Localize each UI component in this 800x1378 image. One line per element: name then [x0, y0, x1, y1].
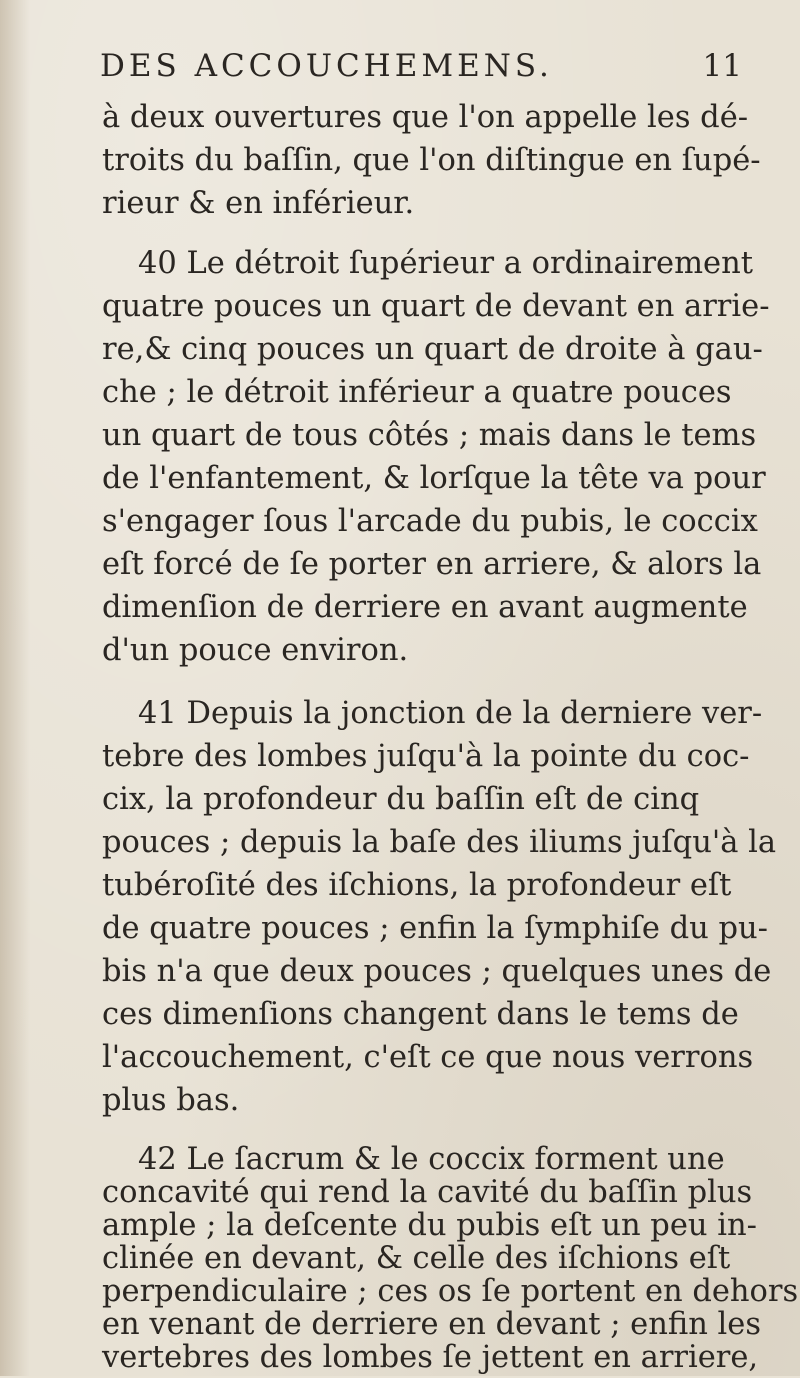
text-line: de l'enfantement, & lorſque la tête va pour: [102, 461, 766, 496]
text-line: quatre pouces un quart de devant en arrie-: [102, 289, 770, 324]
text-line: vertebres des lombes ſe jettent en arriere,: [102, 1340, 759, 1375]
text-line: eſt forcé de ſe porter en arriere, & alors la: [102, 547, 762, 582]
text-line: à deux ouvertures que l'on appelle les dé-: [102, 100, 749, 135]
text-line: troits du baſſin, que l'on diſtingue en ſupé-: [102, 143, 761, 178]
text-line: che ; le détroit inférieur a quatre pouces: [102, 375, 732, 410]
running-head: [100, 48, 760, 88]
text-line: ces dimenſions changent dans le tems de: [102, 997, 739, 1032]
page-edge-shadow: [0, 0, 30, 1376]
text-line: tubéroſité des iſchions, la profondeur eſt: [102, 868, 732, 903]
text-line: clinée en devant, & celle des iſchions eſt: [102, 1241, 731, 1276]
text-line: cix, la profondeur du baſſin eſt de cinq: [102, 782, 700, 817]
text-line: un quart de tous côtés ; mais dans le tems: [102, 418, 757, 453]
text-line: bis n'a que deux pouces ; quelques unes de: [102, 954, 772, 989]
text-line: en venant de derriere en devant ; enfin les: [102, 1307, 761, 1342]
text-line: tebre des lombes juſqu'à la pointe du coc-: [102, 739, 750, 774]
page-number: 11: [702, 48, 742, 84]
text-line: s'engager ſous l'arcade du pubis, le coccix: [102, 504, 758, 539]
text-line: de quatre pouces ; enfin la ſymphiſe du pu-: [102, 911, 768, 946]
text-line: l'accouchement, c'eſt ce que nous verrons: [102, 1040, 754, 1075]
text-line: 42 Le ſacrum & le coccix forment une: [138, 1142, 725, 1177]
text-line: re,& cinq pouces un quart de droite à gau-: [102, 332, 763, 367]
text-line: rieur & en inférieur.: [102, 186, 415, 221]
text-line: ample ; la deſcente du pubis eſt un peu in-: [102, 1208, 757, 1243]
text-line: concavité qui rend la cavité du baſſin plus: [102, 1175, 753, 1210]
text-line: 40 Le détroit ſupérieur a ordinairement: [138, 246, 753, 281]
running-title: DES ACCOUCHEMENS.: [100, 48, 553, 84]
text-line: d'un pouce environ.: [102, 633, 409, 668]
text-line: plus bas.: [102, 1083, 240, 1118]
text-line: perpendiculaire ; ces os ſe portent en dehors: [102, 1274, 799, 1309]
text-line: pouces ; depuis la baſe des iliums juſqu'à la: [102, 825, 777, 860]
text-line: dimenſion de derriere en avant augmente: [102, 590, 748, 625]
text-line: 41 Depuis la jonction de la derniere ver-: [138, 696, 763, 731]
